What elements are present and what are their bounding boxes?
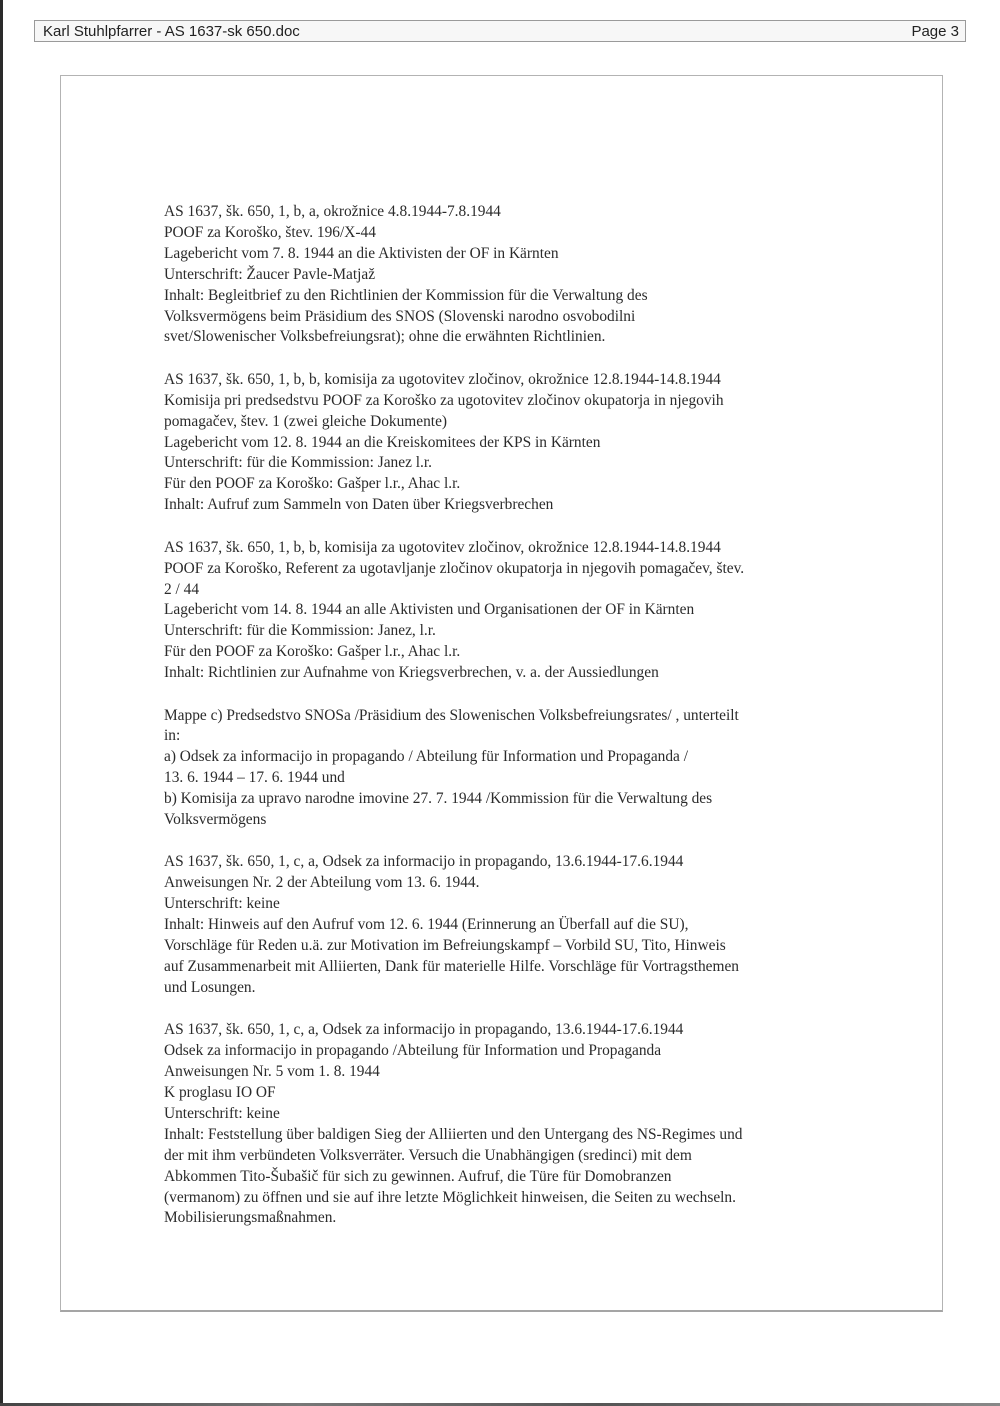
text-line: Inhalt: Begleitbrief zu den Richtlinien der Kommission für die Verwaltung des [164, 286, 648, 304]
text-line: Inhalt: Aufruf zum Sammeln von Daten über Kriegsverbrechen [164, 496, 554, 514]
text-line: K proglasu IO OF [164, 1084, 276, 1102]
text-line: 13. 6. 1944 – 17. 6. 1944 und [164, 769, 345, 787]
text-line: a) Odsek za informacijo in propagando / Abteilung für Information und Propaganda / [164, 748, 688, 766]
text-line: Unterschrift: keine [164, 895, 280, 913]
text-line: Unterschrift: für die Kommission: Janez, l.r. [164, 622, 436, 640]
text-line: Vorschläge für Reden u.ä. zur Motivation im Befreiungskampf – Vorbild SU, Tito, Hinweis [164, 937, 726, 955]
page-number: Page 3 [911, 22, 959, 40]
text-line: Inhalt: Richtlinien zur Aufnahme von Kriegsverbrechen, v. a. der Aussiedlungen [164, 664, 659, 682]
text-line: 2 / 44 [164, 580, 200, 598]
text-line: auf Zusammenarbeit mit Alliierten, Dank für materielle Hilfe. Vorschläge für Vortragsthemen [164, 958, 739, 975]
text-line: Für den POOF za Koroško: Gašper l.r., Ahac l.r. [164, 475, 461, 493]
text-line: und Losungen. [164, 978, 256, 996]
text-line: Unterschrift: keine [164, 1104, 280, 1122]
text-line: Unterschrift: für die Kommission: Janez l.r. [164, 454, 432, 472]
archive-entry [164, 370, 854, 516]
text-line: AS 1637, šk. 650, 1, b, b, komisija za ugotovitev zločinov, okrožnice 12.8.1944-14.8.1944 [164, 538, 721, 556]
document-title: Karl Stuhlpfarrer - AS 1637-sk 650.doc [43, 22, 300, 40]
text-line: Komisija pri predsedstvu POOF za Koroško za ugotovitev zločinov okupatorja in njegovih [164, 391, 724, 409]
text-line: b) Komisija za upravo narodne imovine 27. 7. 1944 /Kommission für die Verwaltung des [164, 790, 713, 808]
text-line: in: [164, 727, 181, 745]
archive-entry [164, 202, 854, 348]
text-line: Anweisungen Nr. 2 der Abteilung vom 13. 6. 1944. [164, 874, 480, 892]
text-line: AS 1637, šk. 650, 1, c, a, Odsek za informacijo in propagando, 13.6.1944-17.6.1944 [164, 1021, 684, 1039]
text-line: Volksvermögens [164, 811, 267, 829]
text-line: Abkommen Tito-Šubašič für sich zu gewinnen. Aufruf, die Türe für Domobranzen [164, 1167, 672, 1185]
folder-description [164, 706, 854, 831]
text-line: AS 1637, šk. 650, 1, b, b, komisija za ugotovitev zločinov, okrožnice 12.8.1944-14.8.1944 [164, 370, 721, 388]
text-line: (vermanom) zu öffnen und sie auf ihre letzte Möglichkeit hinweisen, die Seiten zu wechseln. [164, 1188, 736, 1206]
text-line: POOF za Koroško, Referent za ugotavljanje zločinov okupatorja in njegovih pomagačev, štev. [164, 559, 745, 577]
text-line: Anweisungen Nr. 5 vom 1. 8. 1944 [164, 1063, 380, 1081]
text-line: AS 1637, šk. 650, 1, c, a, Odsek za informacijo in propagando, 13.6.1944-17.6.1944 [164, 853, 684, 871]
document-body [164, 202, 854, 1251]
text-line: Lagebericht vom 14. 8. 1944 an alle Aktivisten und Organisationen der OF in Kärnten [164, 601, 695, 619]
text-line: Volksvermögens beim Präsidium des SNOS (Slovenski narodno osvobodilni [164, 307, 636, 325]
text-line: AS 1637, šk. 650, 1, b, a, okrožnice 4.8.1944-7.8.1944 [164, 203, 501, 220]
text-line: Inhalt: Hinweis auf den Aufruf vom 12. 6. 1944 (Erinnerung an Überfall auf die SU), [164, 916, 689, 934]
document-header [34, 20, 966, 42]
text-line: Lagebericht vom 7. 8. 1944 an die Aktivisten der OF in Kärnten [164, 244, 559, 262]
text-line: POOF za Koroško, štev. 196/X-44 [164, 223, 376, 241]
text-line: Inhalt: Feststellung über baldigen Sieg der Alliierten und den Untergang des NS-Regimes und [164, 1125, 743, 1143]
text-line: der mit ihm verbündeten Volksverräter. Versuch die Unabhängigen (sredinci) mit dem [164, 1146, 692, 1164]
text-line: Lagebericht vom 12. 8. 1944 an die Kreiskomitees der KPS in Kärnten [164, 433, 601, 451]
text-line: Mappe c) Predsedstvo SNOSa /Präsidium des Slowenischen Volksbefreiungsrates/ , unterteilt [164, 706, 739, 724]
text-line: Unterschrift: Žaucer Pavle-Matjaž [164, 265, 376, 283]
text-line: pomagačev, štev. 1 (zwei gleiche Dokumente) [164, 412, 448, 430]
scan-left-edge [0, 0, 3, 1406]
archive-entry [164, 1020, 854, 1229]
text-line: Odsek za informacijo in propagando /Abteilung für Information und Propaganda [164, 1042, 662, 1060]
text-line: svet/Slowenischer Volksbefreiungsrat); ohne die erwähnten Richtlinien. [164, 328, 606, 346]
archive-entry [164, 538, 854, 684]
text-line: Für den POOF za Koroško: Gašper l.r., Ahac l.r. [164, 643, 461, 661]
archive-entry [164, 852, 854, 998]
text-line: Mobilisierungsmaßnahmen. [164, 1209, 337, 1227]
